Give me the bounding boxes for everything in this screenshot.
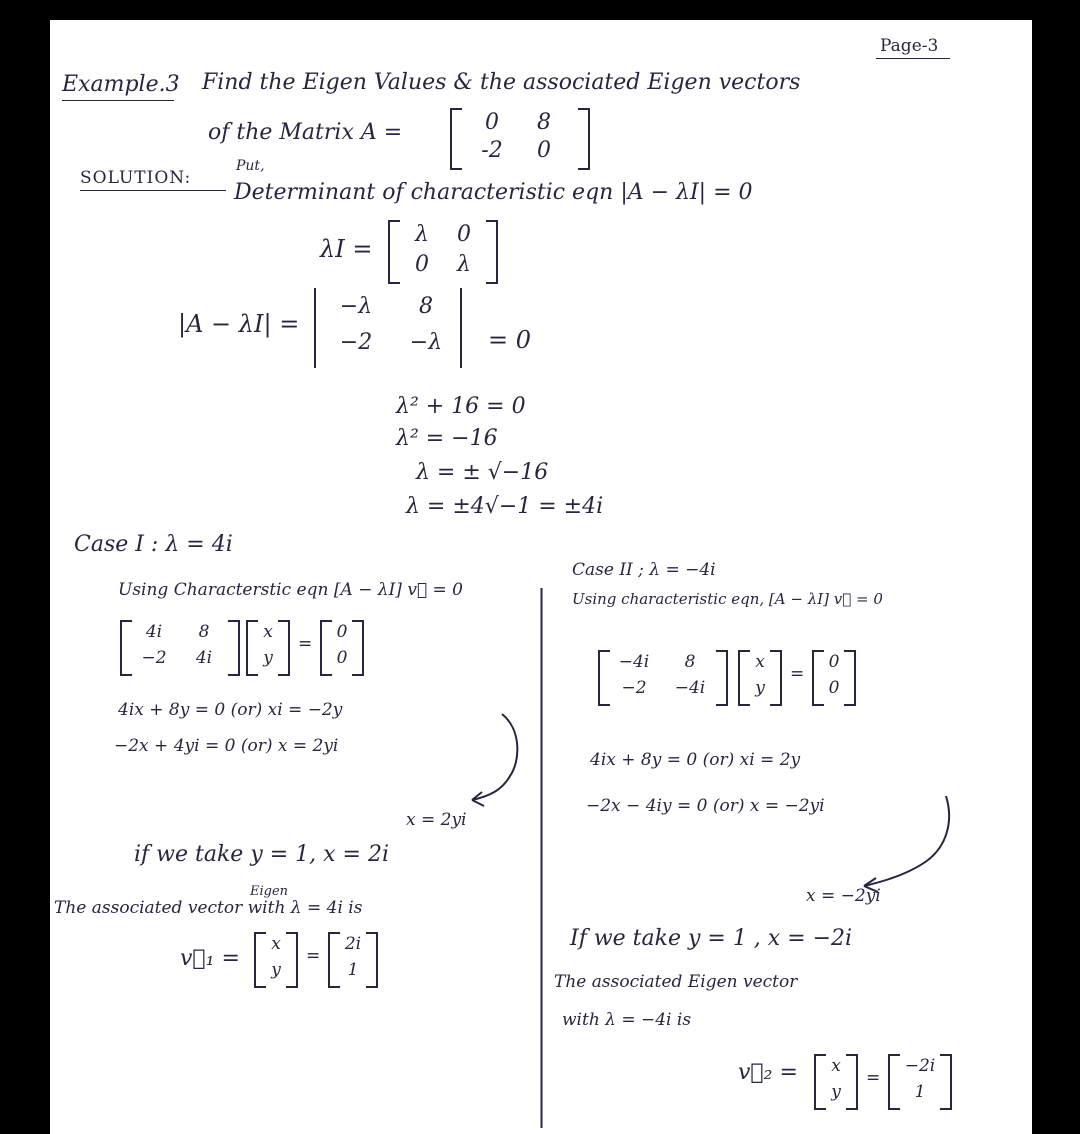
case1-matrix: 4i 8 −2 4i xyxy=(120,620,240,676)
solution-text: Determinant of characteristic eqn |A − λI| = 0 xyxy=(234,180,753,205)
determinant-matrix: −λ 8 −2 −λ xyxy=(308,288,468,368)
lambda-i-matrix: λ 0 0 λ xyxy=(388,220,498,284)
step-4: λ = ±4√−1 = ±4i xyxy=(406,494,604,519)
case2-equals: = xyxy=(790,664,805,684)
example-underline xyxy=(62,100,174,101)
solution-underline xyxy=(80,190,226,191)
case2-equation-1: 4ix + 8y = 0 (or) xi = 2y xyxy=(590,750,801,770)
determinant-rhs: = 0 xyxy=(488,326,532,354)
case1-title: Case I : λ = 4i xyxy=(74,532,233,557)
case2-eigenvector: −2i 1 xyxy=(888,1054,952,1110)
case1-equation-1: 4ix + 8y = 0 (or) xi = −2y xyxy=(118,700,343,720)
case2-eigvec-xy: x y xyxy=(814,1054,858,1110)
case1-eigvec-equals: = xyxy=(306,946,321,966)
case2-equation-2: −2x − 4iy = 0 (or) x = −2yi xyxy=(586,796,825,816)
case2-arrow-icon xyxy=(850,790,960,900)
case1-equals: = xyxy=(298,634,313,654)
case1-vector-lhs: v⃗₁ = xyxy=(180,946,240,971)
problem-line-1: Find the Eigen Values & the associated Eigen vectors xyxy=(202,70,801,95)
case2-vector-lhs: v⃗₂ = xyxy=(738,1060,798,1085)
case2-assoc-line-1: The associated Eigen vector xyxy=(554,972,798,992)
case2-using: Using characteristic eqn, [A − λI] v⃗ = 0 xyxy=(572,590,883,608)
case1-arrow-icon xyxy=(460,710,530,820)
solution-label: SOLUTION: xyxy=(80,168,192,188)
case2-xy-vector: x y xyxy=(738,650,782,706)
notebook-page xyxy=(50,20,1032,1134)
case1-eigenvector: 2i 1 xyxy=(328,932,378,988)
case1-xy-vector: x y xyxy=(246,620,290,676)
case1-assoc: The associated vector with λ = 4i is xyxy=(54,898,363,918)
case2-zero-vector: 0 0 xyxy=(812,650,856,706)
column-divider xyxy=(540,588,543,1128)
case1-eigvec-xy: x y xyxy=(254,932,298,988)
case2-take: If we take y = 1 , x = −2i xyxy=(570,926,853,951)
page-number: Page-3 xyxy=(880,36,939,56)
case1-zero-vector: 0 0 xyxy=(320,620,364,676)
step-1: λ² + 16 = 0 xyxy=(396,394,526,419)
case1-take: if we take y = 1, x = 2i xyxy=(134,842,390,867)
step-2: λ² = −16 xyxy=(396,426,498,451)
case2-eigvec-equals: = xyxy=(866,1068,881,1088)
case2-result: x = −2yi xyxy=(806,886,881,906)
case1-using: Using Characterstic eqn [A − λI] v⃗ = 0 xyxy=(118,580,463,600)
matrix-a: 0 8 -2 0 xyxy=(450,108,590,170)
case2-matrix: −4i 8 −2 −4i xyxy=(598,650,728,706)
case1-result: x = 2yi xyxy=(406,810,467,830)
case1-assoc-eigen: Eigen xyxy=(250,884,289,899)
determinant-lhs: |A − λI| = xyxy=(178,310,300,338)
case1-equation-2: −2x + 4yi = 0 (or) x = 2yi xyxy=(114,736,339,756)
lambda-i-lhs: λI = xyxy=(320,235,373,263)
page-number-underline xyxy=(876,58,950,59)
case2-title: Case II ; λ = −4i xyxy=(572,560,716,580)
solution-put: Put, xyxy=(236,158,265,174)
problem-line-2: of the Matrix A = xyxy=(208,120,403,145)
example-label: Example.3 xyxy=(62,72,180,97)
step-3: λ = ± √−16 xyxy=(416,460,549,485)
case2-assoc-line-2: with λ = −4i is xyxy=(562,1010,692,1030)
